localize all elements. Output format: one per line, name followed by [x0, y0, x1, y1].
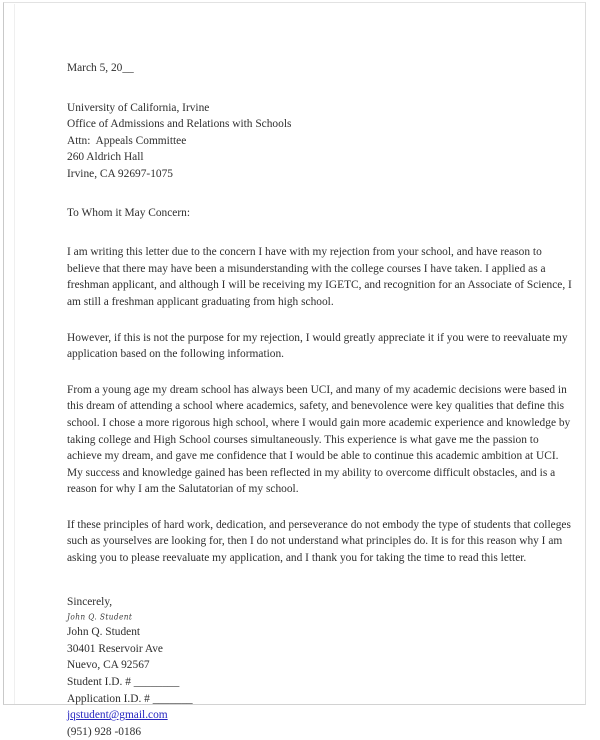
valediction: Sincerely, [67, 595, 113, 608]
address-line: Office of Admissions and Relations with Schools [67, 118, 292, 131]
recipient-address-block [67, 100, 573, 183]
date-line: March 5, 20__ [67, 62, 134, 74]
application-id-line: Application I.D. # _______ [67, 692, 193, 705]
sender-phone: (951) 928 -0186 [67, 725, 142, 738]
closing-block [67, 594, 573, 740]
sender-city-state-zip: Nuevo, CA 92567 [67, 659, 150, 672]
page-inner-rule [14, 4, 585, 738]
body-paragraph: If these principles of hard work, dedication, and perseverance do not embody the type of students that colleges such as yourselves are looking for, then I do not understand what principles do. It is for this reason why I am asking you to please reevaluate my application, and I thank you for taking the time to read this letter. [67, 518, 571, 565]
sender-name: John Q. Student [67, 626, 141, 639]
sender-email-row [67, 707, 573, 724]
body-paragraph: From a young age my dream school has always been UCI, and many of my academic decisions were based in this dream of attending a school where academics, safety, and benevolence were key qualities that define this school. I chose a more rigorous high school, where I would gain more academic experience and knowledge by taking college and High School courses simultaneously. This experience is what gave me the passion to achieve my dream, and gave me confidence that I would be able to continue this academic ambition at UCI. My success and knowledge gained has been reflected in my ability to overcome difficult obstacles, and is a reason for why I am the Salutatorian of my school. [67, 383, 571, 496]
address-line: 260 Aldrich Hall [67, 151, 144, 164]
address-line: University of California, Irvine [67, 101, 210, 114]
document-page [3, 2, 586, 738]
student-id-line: Student I.D. # ________ [67, 676, 180, 689]
body-paragraph: I am writing this letter due to the concern I have with my rejection from your school, and have reason to believe that there may have been a misunderstanding with the college courses I have taken. I applied as a freshman applicant, and although I will be receiving my IGETC, and recognition for an Associate of Science, I am still a freshman applicant graduating from high school. [67, 246, 572, 308]
handwritten-signature: John Q. Student [67, 611, 133, 623]
salutation: To Whom it May Concern: [67, 206, 191, 219]
address-line: Attn: Appeals Committee [67, 134, 187, 147]
letter-body [67, 60, 573, 740]
body-paragraph: However, if this is not the purpose for my rejection, I would greatly appreciate it if you were to reevaluate my application based on the following information. [67, 331, 568, 361]
sender-street-address: 30401 Reservoir Ave [67, 642, 163, 655]
address-line: Irvine, CA 92697-1075 [67, 167, 173, 180]
email-link[interactable]: jqstudent@gmail.com [67, 709, 168, 722]
